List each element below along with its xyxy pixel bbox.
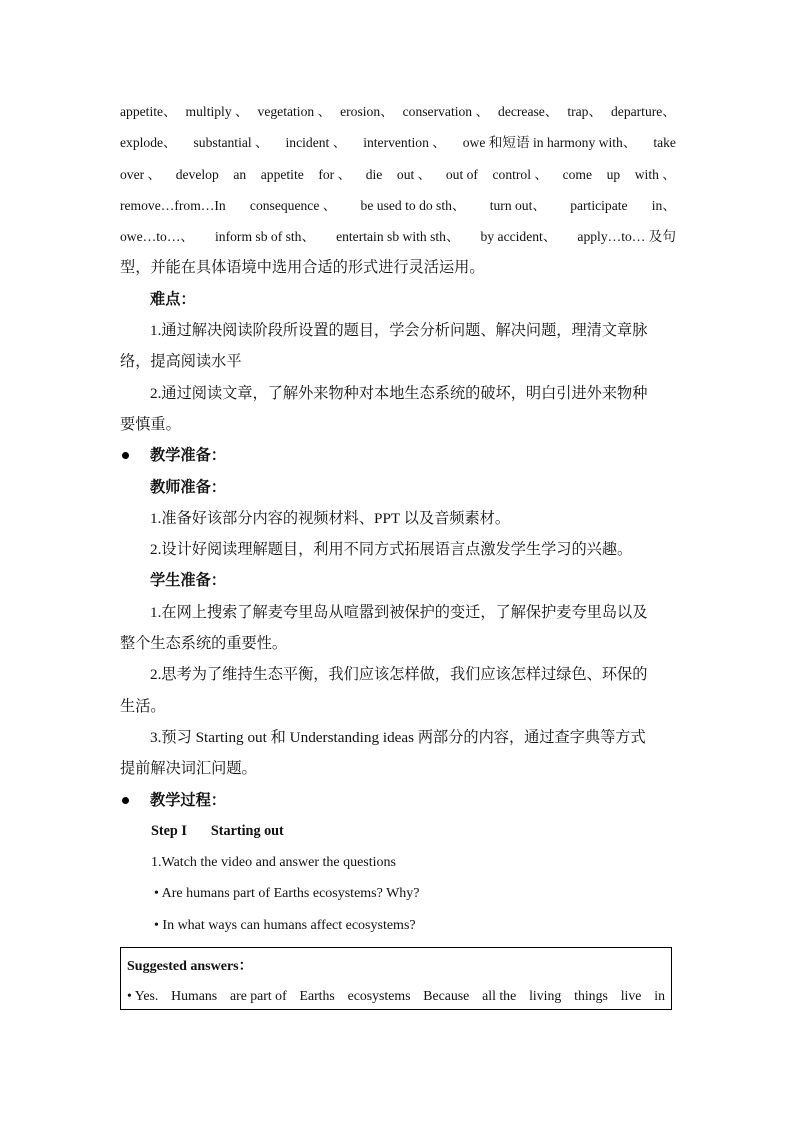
- teacher-prep-heading: 教师准备：: [150, 478, 226, 496]
- vocab-word: consequence 、: [249, 197, 337, 213]
- answer-word: living: [529, 988, 562, 1004]
- vocab-line-5: [120, 221, 676, 252]
- vocab-word: substantial 、: [193, 135, 269, 151]
- suggested-answers-box: [120, 947, 672, 1010]
- answer-word: ecosystems: [347, 988, 411, 1004]
- prep-heading: 教学准备：: [150, 447, 226, 465]
- vocab-word: departure、: [610, 104, 676, 119]
- student-prep-3-cont: 提前解决词汇问题。: [120, 760, 257, 778]
- answer-word: Humans: [171, 988, 218, 1004]
- student-prep-1-cont: 整个生态系统的重要性。: [120, 635, 288, 653]
- bullet-icon: [122, 452, 129, 459]
- student-prep-1: 1.在网上搜索了解麦夸里岛从喧嚣到被保护的变迁，了解保护麦夸里岛以及: [150, 603, 648, 621]
- process-heading-row: [120, 785, 676, 816]
- vocab-word: vegetation 、: [257, 104, 332, 119]
- answer-word: are part of: [229, 988, 287, 1004]
- suggested-answer-line: [127, 981, 665, 1010]
- vocab-word: up: [606, 166, 621, 182]
- vocab-line-3: [120, 159, 676, 190]
- vocab-word: decrease、: [498, 104, 559, 119]
- vocab-word: be used to do sth、: [360, 197, 466, 213]
- vocab-word: over 、: [120, 166, 162, 182]
- step-label: Step I: [151, 822, 187, 839]
- step-heading: [120, 816, 676, 847]
- suggested-answers-title: Suggested answers：: [127, 959, 253, 975]
- vocab-line-2: [120, 127, 676, 158]
- difficulty-item-2: 2.通过阅读文章，了解外来物种对本地生态系统的破坏，明白引进外来物种: [150, 384, 648, 402]
- answer-word: all the: [482, 988, 517, 1004]
- page-content: [120, 96, 676, 1010]
- vocab-tail: 型，并能在具体语境中选用合适的形式进行灵活运用。: [120, 259, 485, 277]
- vocab-word: explode、: [120, 135, 177, 151]
- difficulty-item-1: 1.通过解决阅读阶段所设置的题目，学会分析问题、解决问题，理清文章脉: [150, 322, 648, 340]
- vocab-word: owe 和短语 in harmony with、: [462, 135, 637, 151]
- vocab-word: trap、: [567, 104, 603, 119]
- vocab-word: inform sb of sth、: [215, 229, 316, 245]
- vocab-word: for 、: [318, 166, 352, 182]
- vocab-word: intervention 、: [363, 135, 446, 151]
- vocab-word: an: [233, 166, 247, 182]
- vocab-word: multiply 、: [185, 104, 249, 119]
- vocab-word: in、: [651, 197, 676, 213]
- vocab-line-4: [120, 190, 676, 221]
- vocab-word: by accident、: [480, 229, 557, 245]
- vocab-word: incident 、: [285, 135, 347, 151]
- process-item-1: 1.Watch the video and answer the questions: [151, 855, 396, 871]
- step-title: Starting out: [210, 822, 284, 839]
- answer-word: Because: [423, 988, 470, 1004]
- question-1: • Are humans part of Earths ecosystems? Why?: [154, 886, 420, 902]
- answer-word: in: [654, 988, 665, 1004]
- difficulty-item-2-cont: 要慎重。: [120, 415, 181, 433]
- vocab-word: participate: [570, 197, 628, 213]
- vocab-word: out of: [445, 166, 478, 182]
- vocab-word: entertain sb with sth、: [336, 229, 460, 245]
- process-heading: 教学过程：: [150, 791, 226, 809]
- difficulty-item-1-cont: 络，提高阅读水平: [120, 353, 242, 371]
- bullet-icon: [122, 797, 129, 804]
- vocab-word: apply…to… 及句: [577, 229, 676, 245]
- vocab-word: appetite: [260, 166, 304, 182]
- prep-heading-row: [120, 440, 676, 471]
- difficulty-heading: 难点：: [150, 290, 196, 308]
- vocab-word: with 、: [634, 166, 676, 182]
- student-prep-2: 2.思考为了维持生态平衡，我们应该怎样做，我们应该怎样过绿色、环保的: [150, 666, 648, 684]
- vocab-word: erosion、: [340, 104, 394, 119]
- student-prep-heading: 学生准备：: [150, 572, 226, 590]
- vocab-word: conservation 、: [402, 104, 490, 119]
- vocab-word: out 、: [396, 166, 432, 182]
- vocab-word: owe…to…、: [120, 229, 195, 245]
- vocab-word: come: [562, 166, 593, 182]
- vocab-word: appetite、: [120, 104, 177, 119]
- vocab-word: die: [365, 166, 383, 182]
- vocab-word: take: [653, 135, 676, 151]
- answer-word: • Yes.: [127, 988, 159, 1004]
- answer-word: things: [574, 988, 608, 1004]
- answer-word: Earths: [299, 988, 335, 1004]
- teacher-prep-1: 1.准备好该部分内容的视频材料、PPT 以及音频素材。: [150, 509, 511, 527]
- vocab-line-1: [120, 96, 676, 127]
- student-prep-2-cont: 生活。: [120, 697, 166, 715]
- vocab-word: develop: [175, 166, 219, 182]
- vocab-word: turn out、: [489, 197, 546, 213]
- answer-word: live: [620, 988, 642, 1004]
- student-prep-3: 3.预习 Starting out 和 Understanding ideas 两部分的内容，通过查字典等方式: [150, 728, 646, 746]
- teacher-prep-2: 2.设计好阅读理解题目，利用不同方式拓展语言点激发学生学习的兴趣。: [150, 541, 633, 559]
- question-2: • In what ways can humans affect ecosystems?: [154, 917, 416, 933]
- vocab-word: remove…from…In: [120, 197, 226, 213]
- vocab-word: control 、: [492, 166, 548, 182]
